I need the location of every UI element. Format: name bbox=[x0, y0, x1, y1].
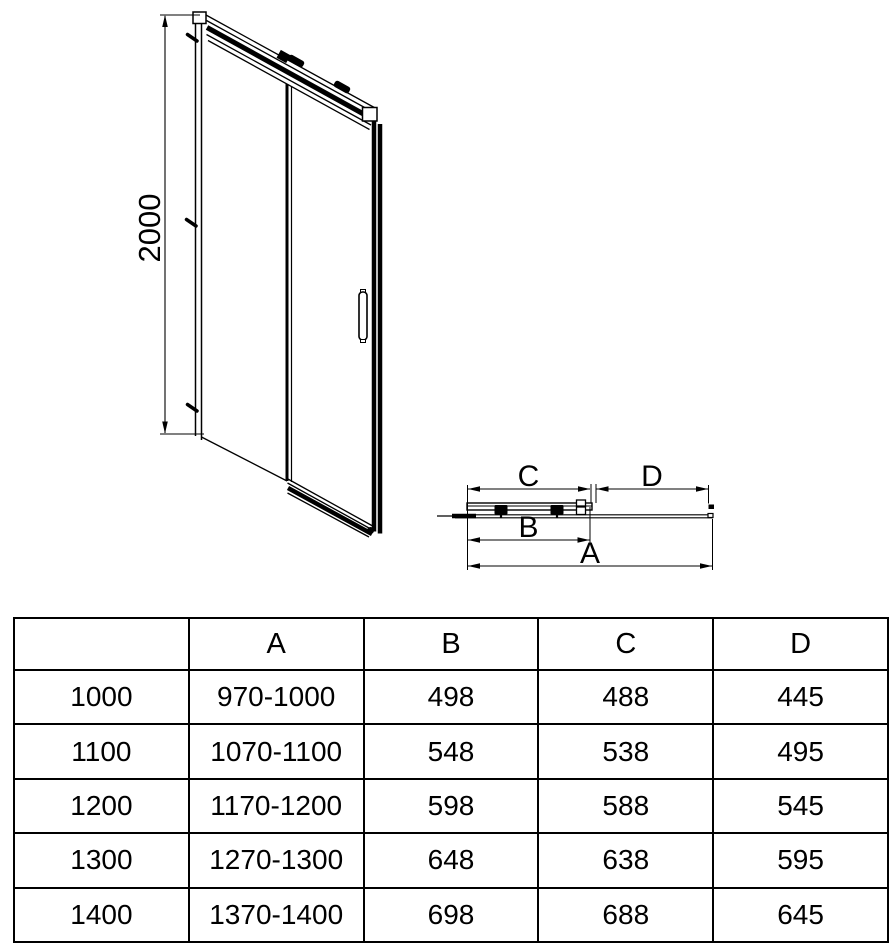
size-cell: 1000 bbox=[14, 670, 189, 724]
height-arrow-up bbox=[162, 15, 168, 27]
fixed-glass-bottom-edge bbox=[202, 437, 288, 481]
value-cell-a: 1170-1200 bbox=[189, 779, 364, 833]
sliding-panel-edge bbox=[287, 84, 292, 482]
col-header-d: D bbox=[713, 618, 888, 670]
table-row bbox=[14, 833, 888, 887]
dimensions-table bbox=[13, 617, 889, 943]
value-cell-b: 548 bbox=[364, 724, 539, 778]
value-cell-c: 538 bbox=[538, 724, 713, 778]
rail-line-3 bbox=[207, 35, 372, 126]
value-cell-d: 445 bbox=[713, 670, 888, 724]
table-row bbox=[14, 888, 888, 942]
dim-d-arrow-right bbox=[696, 486, 708, 492]
bottom-rail-line-1 bbox=[287, 479, 375, 528]
table-row bbox=[14, 670, 888, 724]
table-row bbox=[14, 779, 888, 833]
bottom-rail-end-cap bbox=[367, 527, 374, 534]
dim-b-label: B bbox=[518, 511, 539, 544]
size-cell: 1400 bbox=[14, 888, 189, 942]
value-cell-b: 698 bbox=[364, 888, 539, 942]
rail-left-end-cap bbox=[193, 12, 206, 24]
value-cell-a: 1070-1100 bbox=[189, 724, 364, 778]
table-row bbox=[14, 724, 888, 778]
size-cell: 1300 bbox=[14, 833, 189, 887]
handle-bottom-nub bbox=[361, 340, 366, 343]
plan-roller-right bbox=[551, 505, 564, 515]
value-cell-a: 1270-1300 bbox=[189, 833, 364, 887]
dim-c-arrow-left bbox=[468, 486, 480, 492]
left-wall-profile bbox=[187, 14, 202, 440]
value-cell-c: 638 bbox=[538, 833, 713, 887]
value-cell-d: 645 bbox=[713, 888, 888, 942]
value-cell-d: 545 bbox=[713, 779, 888, 833]
table-header-row bbox=[14, 618, 888, 670]
col-header-b: B bbox=[364, 618, 539, 670]
value-cell-b: 498 bbox=[364, 670, 539, 724]
value-cell-a: 1370-1400 bbox=[189, 888, 364, 942]
dim-d-label: D bbox=[641, 460, 663, 493]
value-cell-d: 595 bbox=[713, 833, 888, 887]
value-cell-c: 688 bbox=[538, 888, 713, 942]
plan-guide-clamp-bottom bbox=[577, 507, 586, 515]
value-cell-b: 648 bbox=[364, 833, 539, 887]
rail-track-bar bbox=[207, 28, 374, 120]
wall-clip-middle bbox=[187, 220, 197, 227]
col-header-size bbox=[14, 618, 189, 670]
dim-a-arrow-left bbox=[468, 563, 480, 569]
plan-guide-clamp-top bbox=[577, 500, 586, 506]
plan-roller-left bbox=[495, 505, 508, 515]
roller-carriage-left bbox=[288, 55, 305, 68]
value-cell-d: 495 bbox=[713, 724, 888, 778]
bottom-rail-bar bbox=[288, 488, 372, 534]
right-frame-profile bbox=[374, 121, 380, 534]
size-cell: 1100 bbox=[14, 724, 189, 778]
dimension-a bbox=[468, 537, 712, 570]
dimension-c bbox=[468, 460, 590, 493]
plan-glass-end-cap bbox=[708, 514, 713, 518]
height-dimension-label: 2000 bbox=[132, 193, 167, 263]
plan-view bbox=[437, 460, 714, 570]
bottom-rail-line-3 bbox=[288, 493, 370, 537]
dim-d-arrow-left bbox=[597, 486, 609, 492]
plan-right-wall-profile bbox=[709, 505, 715, 510]
rail-right-end-cap bbox=[363, 108, 378, 122]
size-cell: 1200 bbox=[14, 779, 189, 833]
handle-bar bbox=[359, 292, 367, 340]
height-arrow-down bbox=[162, 422, 168, 434]
dimension-d bbox=[597, 460, 709, 493]
dim-b-arrow-left bbox=[468, 537, 480, 543]
front-view bbox=[132, 12, 380, 537]
dim-c-arrow-right bbox=[578, 486, 590, 492]
bottom-rail-line-2 bbox=[288, 483, 374, 531]
value-cell-c: 588 bbox=[538, 779, 713, 833]
value-cell-c: 488 bbox=[538, 670, 713, 724]
dim-a-label: A bbox=[579, 537, 601, 570]
top-rail bbox=[193, 12, 377, 130]
col-header-a: A bbox=[189, 618, 364, 670]
dim-a-arrow-right bbox=[700, 563, 712, 569]
value-cell-b: 598 bbox=[364, 779, 539, 833]
door-handle bbox=[359, 290, 367, 343]
value-cell-a: 970-1000 bbox=[189, 670, 364, 724]
dim-c-label: C bbox=[517, 460, 540, 493]
col-header-c: C bbox=[538, 618, 713, 670]
dimension-b bbox=[468, 511, 590, 544]
